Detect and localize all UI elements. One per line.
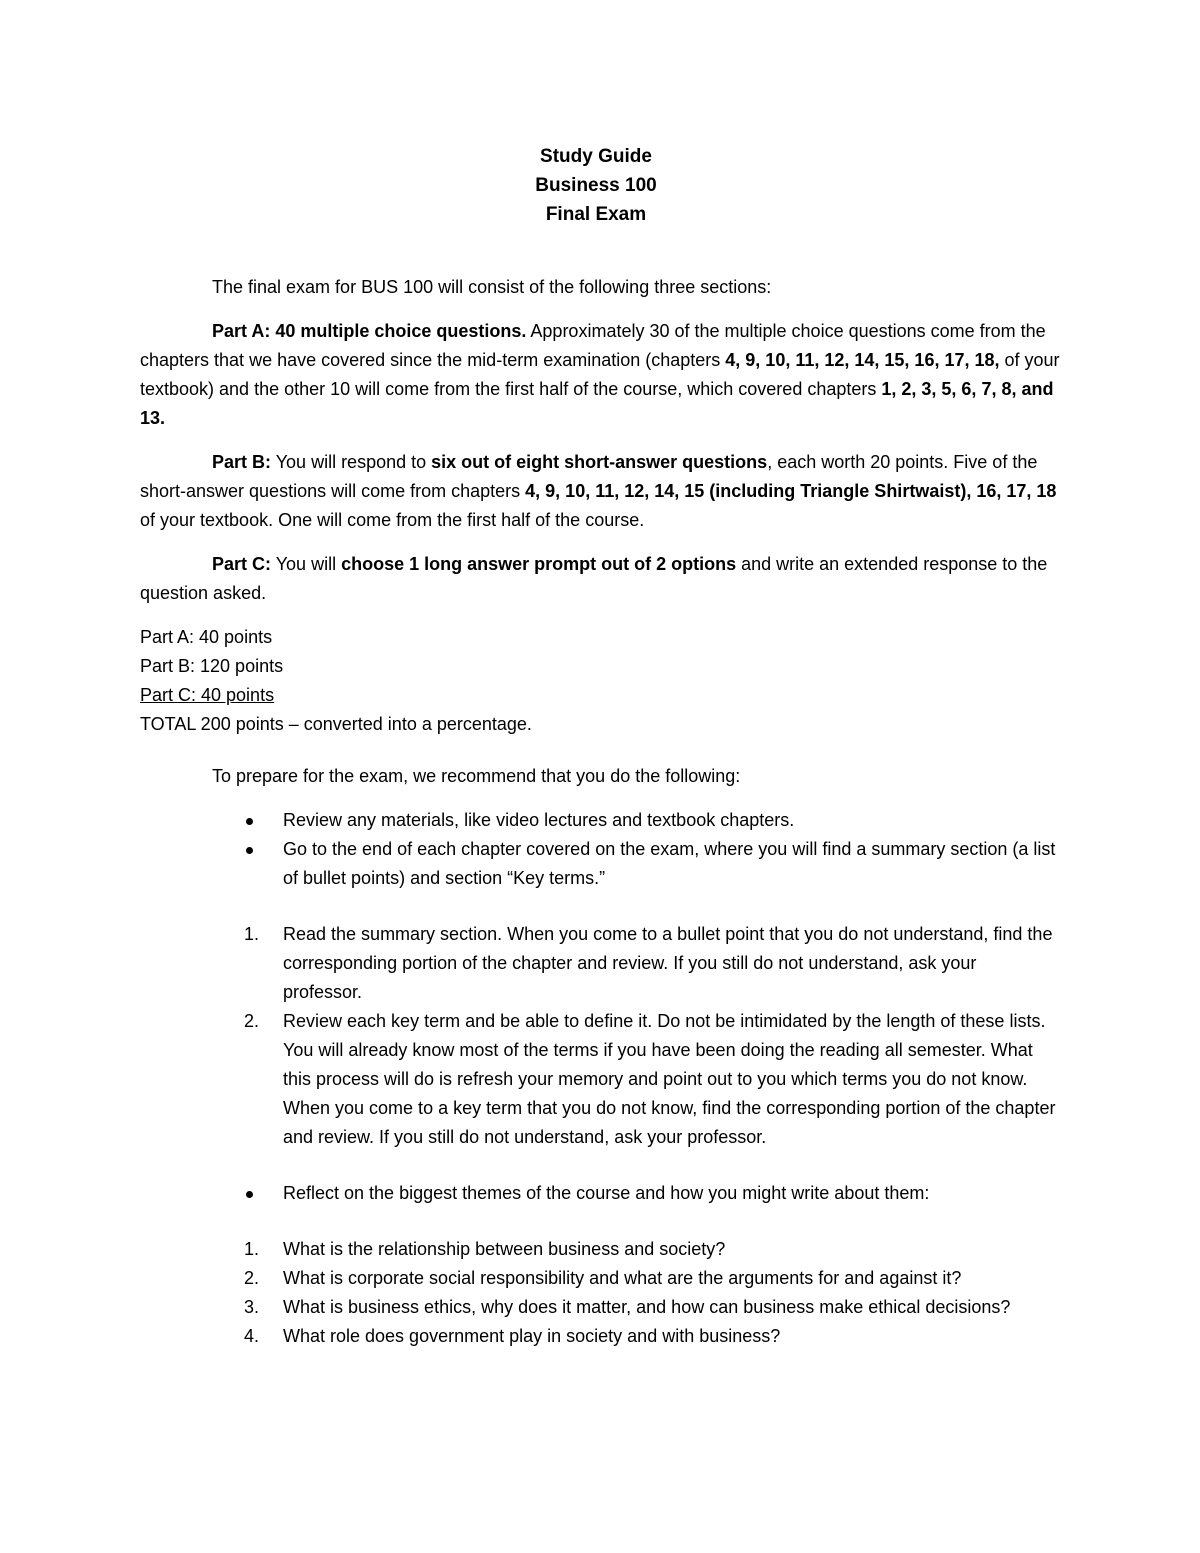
bullet-icon [246,1191,253,1198]
list-number: 1. [244,924,260,944]
part-c-lead: Part C: [212,554,272,574]
list-item-text: Review any materials, like video lectures and textbook chapters. [283,810,795,830]
part-b-paragraph [140,448,1060,535]
part-c-text-1: You will [271,554,342,574]
list-item-text: What is the relationship between business and society? [283,1239,726,1259]
list-item [140,806,1060,835]
prep-steps-list [140,920,1060,1152]
list-item-text: Read the summary section. When you come to a bullet point that you do not understand, find the corresponding portion of the chapter and review. If you still do not understand, ask your professor. [283,924,1053,1002]
list-number: 1. [244,1239,260,1259]
points-summary [140,623,1060,739]
part-c-text-2: and write an extended response to the question asked. [140,554,1048,603]
part-b-text-1: You will respond to [271,452,432,472]
points-part-b: Part B: 120 points [140,656,284,676]
part-a-chapters-1: 4, 9, 10, 11, 12, 14, 15, 16, 17, 18, [725,350,1000,370]
list-item [140,1235,1060,1264]
bullet-icon [246,847,253,854]
part-a-chapters-2: 1, 2, 3, 5, 6, 7, 8, and 13. [140,379,1054,428]
part-b-text-2: , each worth 20 points. Five of the short-answer questions will come from chapters [140,452,1038,501]
list-item [140,1264,1060,1293]
part-b-lead: Part B: [212,452,272,472]
list-item-text: Reflect on the biggest themes of the course and how you might write about them: [283,1183,930,1203]
list-item [140,1293,1060,1322]
title-exam: Final Exam [545,204,647,225]
points-part-c: Part C: 40 points [140,685,275,705]
list-number: 2. [244,1011,260,1031]
list-item-text: Review each key term and be able to define it. Do not be intimidated by the length of these lists. You will already know most of the terms if you have been doing the reading all semester. What this process will do is refresh your memory and point out to you which terms you do not know. When you come to a key term that you do not know, find the corresponding portion of the chapter and review. If you still do not understand, ask your professor. [283,1011,1056,1147]
part-c-emphasis: choose 1 long answer prompt out of 2 options [341,554,737,574]
part-b-emphasis: six out of eight short-answer questions [431,452,768,472]
list-item [140,1007,1060,1152]
prep-bullet-list [140,806,1060,893]
prepare-intro: To prepare for the exam, we recommend that you do the following: [212,766,741,786]
list-item [140,920,1060,1007]
points-total: TOTAL 200 points – converted into a percentage. [140,714,532,734]
part-a-lead: Part A: 40 multiple choice questions. [212,321,527,341]
list-number: 4. [244,1326,260,1346]
reflect-bullet-list [140,1179,1060,1208]
part-a-text-2: of your textbook) and the other 10 will come from the first half of the course, which covered chapters [140,350,1060,399]
list-item-text: What is corporate social responsibility and what are the arguments for and against it? [283,1268,962,1288]
part-a-text-1: Approximately 30 of the multiple choice questions come from the chapters that we have covered since the mid-term examination (chapters [140,321,1046,370]
main-text [140,273,1060,1351]
points-part-a: Part A: 40 points [140,627,273,647]
list-number: 3. [244,1297,260,1317]
bullet-icon [246,818,253,825]
part-c-paragraph [140,550,1060,608]
title-study-guide: Study Guide [540,146,652,167]
part-b-text-3: of your textbook. One will come from the first half of the course. [140,510,645,530]
list-item-text: What is business ethics, why does it matter, and how can business make ethical decisions? [283,1297,1011,1317]
list-item [140,1179,1060,1208]
list-item-text: What role does government play in society and with business? [283,1326,781,1346]
part-a-paragraph [140,317,1060,433]
list-item [140,1322,1060,1351]
themes-question-list [140,1235,1060,1351]
list-number: 2. [244,1268,260,1288]
document-title [0,142,1192,229]
list-item-text: Go to the end of each chapter covered on the exam, where you will find a summary section (a list of bullet points) and section “Key terms.” [283,839,1056,888]
intro-paragraph: The final exam for BUS 100 will consist of the following three sections: [212,277,772,297]
title-course: Business 100 [535,175,657,196]
part-b-chapters: 4, 9, 10, 11, 12, 14, 15 (including Triangle Shirtwaist), 16, 17, 18 [525,481,1057,501]
list-item [140,835,1060,893]
